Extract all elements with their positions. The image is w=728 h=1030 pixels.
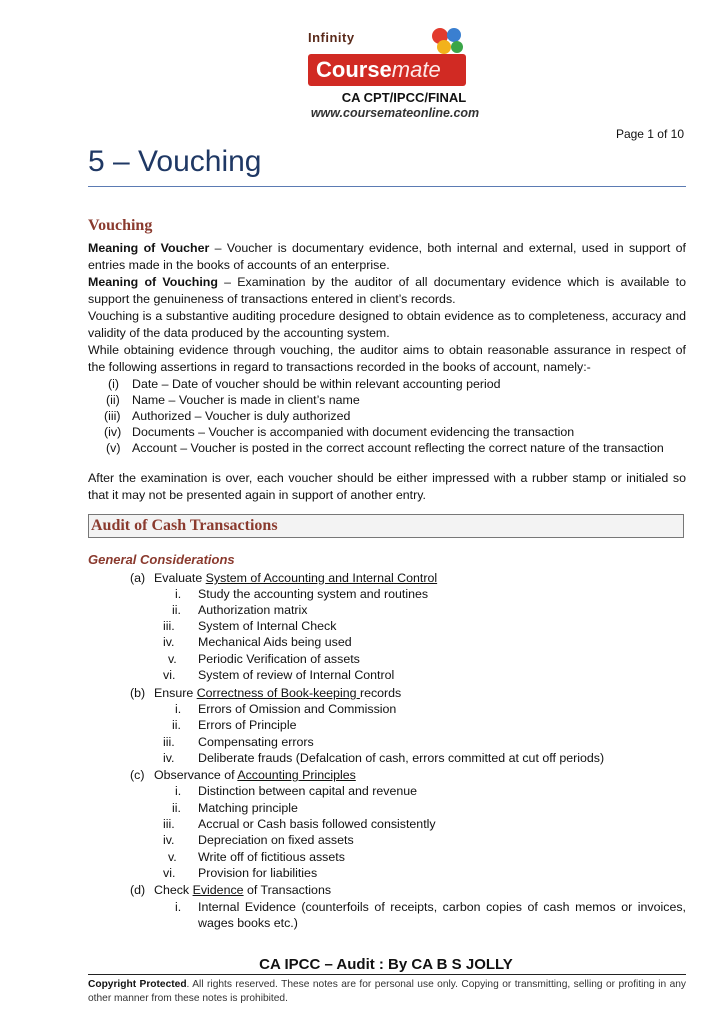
item-text: Accrual or Cash basis followed consistently xyxy=(198,817,436,831)
item-num: iii. xyxy=(163,817,175,831)
logo-band xyxy=(308,54,466,86)
chapter-title: 5 – Vouching xyxy=(88,145,262,178)
assertion-text: Date – Date of voucher should be within relevant accounting period xyxy=(132,377,501,391)
rubber-stamp-paragraph xyxy=(88,470,686,504)
item-text: Periodic Verification of assets xyxy=(198,652,360,666)
stamp-line1: After the examination is over, each voucher should be either impressed with a rubber stamp or initialed so xyxy=(88,471,686,485)
assertion-num: (iii) xyxy=(104,409,121,423)
assertion-num: (ii) xyxy=(106,393,120,407)
item-num: ii. xyxy=(172,801,181,815)
meaning-vouching-label: Meaning of Vouching xyxy=(88,275,218,289)
group-label: (a) xyxy=(130,571,146,585)
group-heading: Check Evidence of Transactions xyxy=(154,883,332,897)
meaning-of-vouching xyxy=(88,274,686,308)
assertion-text: Name – Voucher is made in client’s name xyxy=(132,393,360,407)
group-label: (c) xyxy=(130,768,145,782)
item-num: iv. xyxy=(163,833,175,847)
group-label: (d) xyxy=(130,883,146,897)
meaning-vouching-line1: – Examination by the auditor of all documentary evidence which is available to xyxy=(217,275,686,289)
page-number: Page 1 of 10 xyxy=(615,127,684,141)
group-heading: Observance of Accounting Principles xyxy=(154,768,356,782)
substantive-line1: Vouching is a substantive auditing procedure designed to obtain evidence as to completeness, accuracy and xyxy=(88,309,686,323)
item-text-continued: wages books etc.) xyxy=(198,916,298,930)
item-text: System of review of Internal Control xyxy=(198,668,395,682)
coursemate-logo xyxy=(308,26,466,90)
item-text: Distinction between capital and revenue xyxy=(198,784,418,798)
logo-infinity-text: Infinity xyxy=(308,30,355,45)
general-considerations-subhead: General Considerations xyxy=(88,552,235,567)
logo-mate-text: mate xyxy=(391,57,441,82)
assurance-line1: While obtaining evidence through vouching, the auditor aims to obtain reasonable assurance in respect of xyxy=(88,343,686,357)
logo-puzzle-icon xyxy=(430,26,466,56)
chapter-divider xyxy=(88,186,686,187)
meaning-voucher-line2: entries made in the books of accounts of an enterprise. xyxy=(88,258,390,272)
item-text: Deliberate frauds (Defalcation of cash, errors committed at cut off periods) xyxy=(198,751,605,765)
logo-course-text: Course xyxy=(316,57,392,82)
item-text: Authorization matrix xyxy=(198,603,308,617)
item-text: Write off of fictitious assets xyxy=(198,850,345,864)
item-num: v. xyxy=(168,652,177,666)
item-text: Provision for liabilities xyxy=(198,866,318,880)
program-line: CA CPT/IPCC/FINAL xyxy=(341,90,467,105)
assertion-text: Authorized – Voucher is duly authorized xyxy=(132,409,351,423)
item-num: iii. xyxy=(163,735,175,749)
section-title-vouching: Vouching xyxy=(88,217,153,234)
item-text: Errors of Omission and Commission xyxy=(198,702,397,716)
group-heading: Evaluate System of Accounting and Internal Control xyxy=(154,571,438,585)
item-text: System of Internal Check xyxy=(198,619,337,633)
footer-title: CA IPCC – Audit : By CA B S JOLLY xyxy=(259,956,513,973)
stamp-line2: that it may not be presented again in support of another entry. xyxy=(88,488,426,502)
assurance-paragraph xyxy=(88,342,686,376)
meaning-vouching-line2: support the genuineness of transactions entered in client’s records. xyxy=(88,292,456,306)
item-num: i. xyxy=(175,900,182,914)
assertion-num: (v) xyxy=(106,441,121,455)
item-num: i. xyxy=(175,587,182,601)
item-num: v. xyxy=(168,850,177,864)
substantive-line2: validity of the data produced by the accounting system. xyxy=(88,326,390,340)
group-heading: Ensure Correctness of Book-keeping records xyxy=(154,686,402,700)
item-num: vi. xyxy=(163,668,176,682)
item-num: iv. xyxy=(163,751,175,765)
assertion-text: Documents – Voucher is accompanied with document evidencing the transaction xyxy=(132,425,575,439)
meaning-of-voucher xyxy=(88,240,686,274)
item-num: i. xyxy=(175,784,182,798)
substantive-procedure-paragraph xyxy=(88,308,686,342)
cash-audit-heading-box xyxy=(88,514,684,538)
notice-line1: . All rights reserved. These notes are for personal use only. Copying or transmitting, selling or profiting in any xyxy=(186,979,686,990)
item-text: Compensating errors xyxy=(198,735,314,749)
item-num: ii. xyxy=(172,718,181,732)
item-num: vi. xyxy=(163,866,176,880)
assertion-num: (iv) xyxy=(104,425,122,439)
website-line: www.coursemateonline.com xyxy=(310,106,480,120)
assertion-text: Account – Voucher is posted in the correct account reflecting the correct nature of the transaction xyxy=(132,441,664,455)
item-text: Depreciation on fixed assets xyxy=(198,833,354,847)
section-title-cash-audit: Audit of Cash Transactions xyxy=(91,517,278,534)
item-num: ii. xyxy=(172,603,181,617)
footer-divider xyxy=(88,974,686,975)
item-text: Errors of Principle xyxy=(198,718,297,732)
group-label: (b) xyxy=(130,686,146,700)
item-num: i. xyxy=(175,702,182,716)
notice-line2: other manner from these notes is prohibited. xyxy=(88,993,288,1004)
item-text: Internal Evidence (counterfoils of receipts, carbon copies of cash memos or invoices, xyxy=(198,900,686,914)
item-num: iii. xyxy=(163,619,175,633)
copyright-notice xyxy=(88,978,686,1006)
item-text: Study the accounting system and routines xyxy=(198,587,429,601)
assertion-num: (i) xyxy=(108,377,120,391)
item-text: Matching principle xyxy=(198,801,298,815)
meaning-voucher-line1: – Voucher is documentary evidence, both internal and external, used in support of xyxy=(209,241,686,255)
assurance-line2: the following assertions in regard to transactions recorded in the books of account, namely:- xyxy=(88,360,591,374)
item-text: Mechanical Aids being used xyxy=(198,635,352,649)
copyright-label: Copyright Protected xyxy=(88,979,187,990)
item-num: iv. xyxy=(163,635,175,649)
meaning-voucher-label: Meaning of Voucher xyxy=(88,241,210,255)
